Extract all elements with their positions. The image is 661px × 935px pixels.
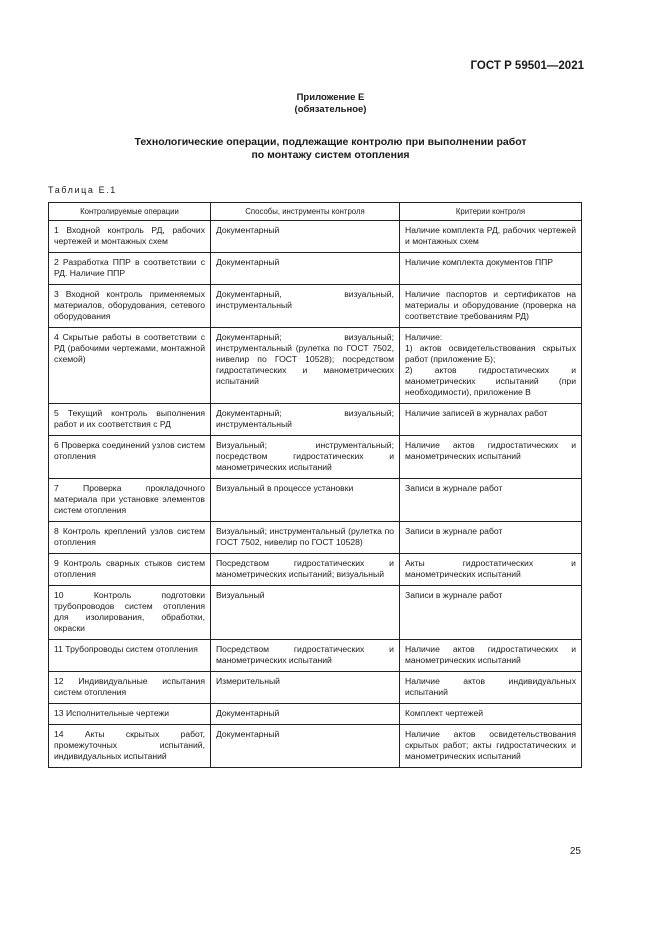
- table-row: [49, 725, 582, 768]
- table-row: [49, 436, 582, 479]
- operation-cell: 8 Контроль креплений узлов систем отопления: [49, 522, 211, 554]
- document-title-line-1: Технологические операции, подлежащие контролю при выполнении работ: [134, 136, 527, 148]
- header-controlled-operations: Контролируемые операции: [49, 203, 211, 221]
- method-cell: Визуальный; инструментальный; посредством гидростатических и манометрических испытаний: [211, 436, 400, 479]
- method-cell: Измерительный: [211, 672, 400, 704]
- control-operations-table: [48, 202, 582, 768]
- method-cell: Документарный: [211, 704, 400, 725]
- table-row: [49, 672, 582, 704]
- method-cell: Документарный: [211, 725, 400, 768]
- operation-cell: 4 Скрытые работы в соответствии с РД (рабочими чертежами, монтажной схемой): [49, 328, 211, 404]
- criteria-cell: Наличие актов гидростатических и манометрических испытаний: [400, 640, 582, 672]
- operation-cell: 10 Контроль подготовки трубопроводов систем отопления для изолирования, обработки, окраски: [49, 586, 211, 640]
- criteria-cell: Записи в журнале работ: [400, 479, 582, 522]
- operation-cell: 5 Текущий контроль выполнения работ и их соответствия с РД: [49, 404, 211, 436]
- criteria-cell: Наличие актов индивидуальных испытаний: [400, 672, 582, 704]
- appendix-heading: [0, 92, 661, 116]
- operation-cell: 6 Проверка соединений узлов систем отопления: [49, 436, 211, 479]
- appendix-title: Приложение Е: [296, 92, 365, 103]
- criteria-cell: Наличие: 1) актов освидетельствования скрытых работ (приложение Б); 2) актов гидростатических и манометрических испытаний (при необходимости), приложение В: [400, 328, 582, 404]
- table-row: [49, 404, 582, 436]
- operation-cell: 1 Входной контроль РД, рабочих чертежей и монтажных схем: [49, 221, 211, 253]
- operation-cell: 2 Разработка ППР в соответствии с РД. Наличие ППР: [49, 253, 211, 285]
- operation-cell: 7 Проверка прокладочного материала при установке элементов систем отопления: [49, 479, 211, 522]
- operation-cell: 9 Контроль сварных стыков систем отопления: [49, 554, 211, 586]
- operation-cell: 12 Индивидуальные испытания систем отопления: [49, 672, 211, 704]
- table-row: [49, 285, 582, 328]
- operation-cell: 3 Входной контроль применяемых материалов, оборудования, сетевого оборудования: [49, 285, 211, 328]
- criteria-cell: Наличие актов гидростатических и манометрических испытаний: [400, 436, 582, 479]
- criteria-cell: Наличие актов освидетельствования скрытых работ; акты гидростатических и манометрических испытаний: [400, 725, 582, 768]
- criteria-cell: Комплект чертежей: [400, 704, 582, 725]
- method-cell: Посредством гидростатических и манометрических испытаний: [211, 640, 400, 672]
- document-title-line-2: по монтажу систем отопления: [251, 149, 410, 161]
- criteria-cell: Наличие комплекта документов ППР: [400, 253, 582, 285]
- method-cell: Документарный: [211, 221, 400, 253]
- table-row: [49, 554, 582, 586]
- criteria-cell: Наличие комплекта РД, рабочих чертежей и монтажных схем: [400, 221, 582, 253]
- method-cell: Документарный; визуальный; инструментальный: [211, 404, 400, 436]
- method-cell: Документарный: [211, 253, 400, 285]
- method-cell: Визуальный в процессе установки: [211, 479, 400, 522]
- method-cell: Визуальный: [211, 586, 400, 640]
- criteria-cell: Акты гидростатических и манометрических испытаний: [400, 554, 582, 586]
- criteria-cell: Наличие записей в журналах работ: [400, 404, 582, 436]
- table-row: [49, 221, 582, 253]
- method-cell: Документарный, визуальный, инструментальный: [211, 285, 400, 328]
- criteria-cell: Записи в журнале работ: [400, 522, 582, 554]
- standard-number: ГОСТ Р 59501—2021: [470, 60, 584, 72]
- table-row: [49, 328, 582, 404]
- method-cell: Визуальный; инструментальный (рулетка по ГОСТ 7502, нивелир по ГОСТ 10528): [211, 522, 400, 554]
- header-control-criteria: Критерии контроля: [400, 203, 582, 221]
- table-row: [49, 479, 582, 522]
- table-row: [49, 704, 582, 725]
- criteria-cell: Записи в журнале работ: [400, 586, 582, 640]
- operation-cell: 13 Исполнительные чертежи: [49, 704, 211, 725]
- operation-cell: 14 Акты скрытых работ, промежуточных испытаний, индивидуальных испытаний: [49, 725, 211, 768]
- table-caption: Таблица Е.1: [48, 185, 117, 195]
- method-cell: Посредством гидростатических и манометрических испытаний; визуальный: [211, 554, 400, 586]
- table-row: [49, 640, 582, 672]
- document-title: [0, 136, 661, 162]
- appendix-status: (обязательное): [294, 104, 367, 115]
- operation-cell: 11 Трубопроводы систем отопления: [49, 640, 211, 672]
- table-row: [49, 522, 582, 554]
- page-number: 25: [569, 846, 581, 857]
- criteria-cell: Наличие паспортов и сертификатов на материалы и оборудование (проверка на соответствие требованиям РД): [400, 285, 582, 328]
- table-header-row: [49, 203, 582, 221]
- table-row: [49, 253, 582, 285]
- method-cell: Документарный; визуальный; инструментальный (рулетка по ГОСТ 7502, нивелир по ГОСТ 10528); посредством гидростатических и манометрических испытаний: [211, 328, 400, 404]
- header-control-methods: Способы, инструменты контроля: [211, 203, 400, 221]
- table-row: [49, 586, 582, 640]
